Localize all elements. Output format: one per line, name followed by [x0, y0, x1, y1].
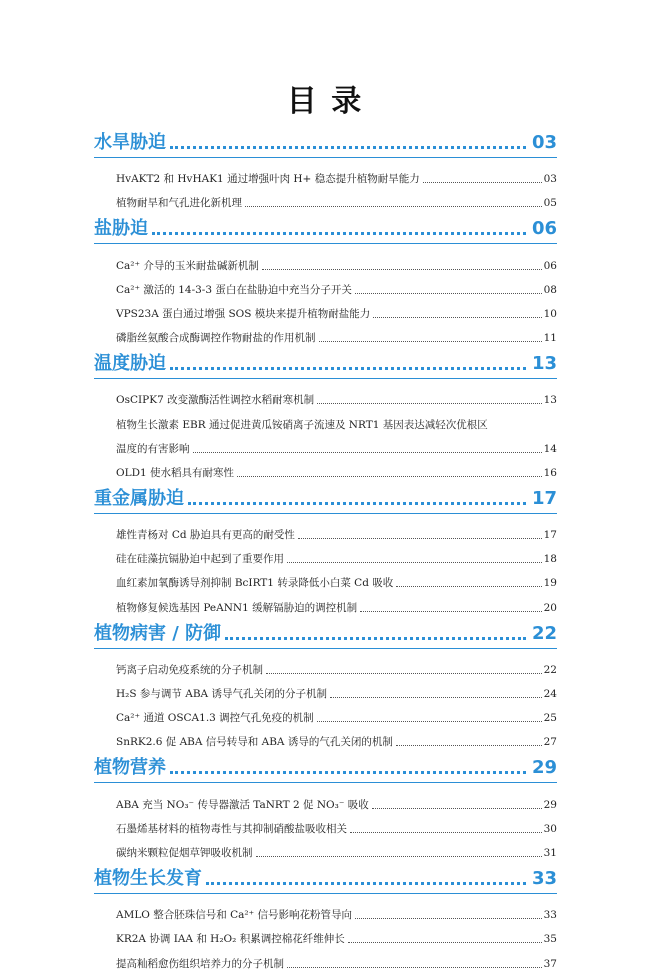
section-page-number: 29 — [531, 757, 557, 779]
entry-page-number: 30 — [543, 822, 557, 835]
entry-page-number: 35 — [543, 933, 557, 946]
toc-section — [94, 860, 557, 971]
section-title: 重金属胁迫 — [94, 487, 184, 509]
toc-entry[interactable] — [116, 297, 557, 321]
dot-leader — [355, 918, 542, 919]
entry-title: AMLO 整合胚珠信号和 Ca²⁺ 信号影响花粉管导向 — [116, 909, 352, 922]
section-divider — [94, 157, 557, 158]
toc-entry[interactable] — [116, 383, 557, 407]
entry-page-number: 16 — [543, 466, 557, 479]
section-title: 水旱胁迫 — [94, 132, 166, 153]
entry-title: 磷脂丝氨酸合成酶调控作物耐盐的作用机制 — [116, 332, 316, 345]
entry-page-number: 33 — [543, 909, 557, 922]
entry-page-number: 18 — [543, 553, 557, 566]
entry-page-number: 25 — [543, 712, 557, 725]
section-page-number: 03 — [531, 132, 557, 153]
section-page-number: 13 — [531, 353, 557, 375]
dot-leader — [266, 673, 542, 674]
dot-leader — [317, 403, 542, 404]
entry-title: Ca²⁺ 激活的 14-3-3 蛋白在盐胁迫中充当分子开关 — [116, 283, 352, 296]
dot-leader — [396, 586, 541, 587]
entry-page-number: 03 — [543, 173, 557, 186]
entry-page-number: 27 — [543, 736, 557, 749]
entry-list — [94, 518, 557, 615]
toc-entry[interactable] — [116, 922, 557, 946]
dot-leader — [355, 293, 542, 294]
entry-list — [94, 162, 557, 210]
page-title: 目 录 — [286, 84, 364, 119]
entry-page-number: 19 — [543, 577, 557, 590]
entry-page-number: 22 — [543, 663, 557, 676]
section-title: 盐胁迫 — [94, 218, 148, 240]
toc-entry[interactable] — [116, 566, 557, 590]
entry-title: 钙离子启动免疫系统的分子机制 — [116, 663, 263, 676]
entry-title: 硅在硅藻抗镉胁迫中起到了重要作用 — [116, 553, 284, 566]
toc-section — [94, 345, 557, 480]
entry-list — [94, 383, 557, 480]
dot-leader — [330, 697, 542, 698]
entry-page-number: 20 — [543, 601, 557, 614]
toc-section — [94, 749, 557, 860]
dot-leader — [319, 341, 542, 342]
entry-page-number: 31 — [543, 846, 557, 859]
dot-leader — [170, 146, 526, 149]
entry-title: 石墨烯基材料的植物毒性与其抑制硝酸盐吸收相关 — [116, 822, 347, 835]
section-heading[interactable] — [94, 615, 557, 645]
section-divider — [94, 378, 557, 379]
entry-list — [94, 653, 557, 750]
toc-entry[interactable] — [116, 432, 557, 456]
dot-leader — [373, 317, 541, 318]
entry-page-number: 17 — [543, 529, 557, 542]
dot-leader — [256, 856, 542, 857]
toc-entry[interactable] — [116, 186, 557, 210]
toc-entry[interactable] — [116, 836, 557, 860]
entry-title: 提高籼稻愈伤组织培养力的分子机制 — [116, 957, 284, 970]
dot-leader — [188, 502, 526, 505]
section-heading[interactable] — [94, 749, 557, 779]
entry-page-number: 37 — [543, 957, 557, 970]
dot-leader — [396, 745, 542, 746]
toc-section — [94, 210, 557, 345]
dot-leader — [152, 232, 526, 235]
entry-list — [94, 248, 557, 345]
dot-leader — [372, 808, 542, 809]
entry-page-number: 11 — [543, 332, 557, 345]
entry-page-number: 05 — [543, 197, 557, 210]
entry-title: 碳纳米颗粒促烟草钾吸收机制 — [116, 846, 253, 859]
section-heading[interactable] — [94, 860, 557, 890]
dot-leader — [206, 882, 526, 885]
dot-leader — [170, 367, 526, 370]
dot-leader — [237, 476, 542, 477]
toc-section — [94, 124, 557, 210]
section-title: 植物营养 — [94, 757, 166, 779]
entry-title: KR2A 协调 IAA 和 H₂O₂ 积累调控棉花纤维伸长 — [116, 933, 345, 946]
dot-leader — [298, 538, 542, 539]
dot-leader — [225, 637, 526, 640]
toc-entry[interactable] — [116, 946, 557, 970]
toc-entry[interactable] — [116, 725, 557, 749]
dot-leader — [360, 611, 542, 612]
toc-entry[interactable] — [116, 701, 557, 725]
toc-entry[interactable] — [116, 898, 557, 922]
toc-entry[interactable] — [116, 677, 557, 701]
toc-entry[interactable] — [116, 248, 557, 272]
dot-leader — [245, 206, 542, 207]
dot-leader — [350, 832, 542, 833]
toc-entry[interactable] — [116, 787, 557, 811]
entry-title: OLD1 使水稻具有耐寒性 — [116, 466, 235, 479]
entry-title: 植物耐旱和气孔进化新机理 — [116, 197, 242, 210]
section-page-number: 33 — [531, 867, 557, 889]
section-title: 温度胁迫 — [94, 353, 166, 375]
entry-title: SnRK2.6 促 ABA 信号转导和 ABA 诱导的气孔关闭的机制 — [116, 736, 393, 749]
section-title: 植物生长发育 — [94, 867, 202, 889]
dot-leader — [423, 182, 542, 183]
dot-leader — [287, 967, 542, 968]
entry-page-number: 10 — [543, 307, 557, 320]
section-heading[interactable] — [94, 480, 557, 510]
toc-entry[interactable] — [116, 812, 557, 836]
entry-page-number: 08 — [543, 283, 557, 296]
entry-list — [94, 787, 557, 860]
entry-page-number: 13 — [543, 394, 557, 407]
entry-title: H₂S 参与调节 ABA 诱导气孔关闭的分子机制 — [116, 688, 327, 700]
section-page-number: 22 — [531, 622, 557, 644]
entry-title: 血红素加氧酶诱导剂抑制 BcIRT1 转录降低小白菜 Cd 吸收 — [116, 577, 394, 590]
toc-entry[interactable] — [116, 321, 557, 345]
toc-entry[interactable] — [116, 542, 557, 566]
entry-page-number: 06 — [543, 259, 557, 272]
entry-title: 温度的有害影响 — [116, 442, 190, 455]
dot-leader — [348, 942, 542, 943]
section-divider — [94, 243, 557, 244]
entry-page-number: 29 — [543, 798, 557, 811]
entry-title: ABA 充当 NO₃⁻ 传导器激活 TaNRT 2 促 NO₃⁻ 吸收 — [116, 798, 369, 811]
toc-entry[interactable] — [116, 162, 557, 186]
section-divider — [94, 648, 557, 649]
section-divider — [94, 782, 557, 783]
entry-page-number: 14 — [543, 442, 557, 455]
section-heading[interactable] — [94, 345, 557, 375]
entry-title: 雄性青杨对 Cd 胁迫具有更高的耐受性 — [116, 529, 295, 542]
dot-leader — [262, 269, 542, 270]
entry-title: Ca²⁺ 通道 OSCA1.3 调控气孔免疫的机制 — [116, 712, 314, 725]
entry-title: Ca²⁺ 介导的玉米耐盐碱新机制 — [116, 259, 259, 272]
dot-leader — [170, 771, 526, 774]
section-title: 植物病害 / 防御 — [94, 622, 222, 644]
entry-title: 植物修复候选基因 PeANN1 缓解镉胁迫的调控机制 — [116, 601, 358, 614]
toc-entry[interactable] — [116, 590, 557, 614]
toc-section — [94, 615, 557, 750]
section-heading[interactable] — [94, 124, 557, 154]
toc-entry[interactable] — [116, 518, 557, 542]
section-page-number: 17 — [531, 487, 557, 509]
section-page-number: 06 — [531, 218, 557, 240]
entry-title: OsCIPK7 改变激酶活性调控水稻耐寒机制 — [116, 394, 315, 407]
entry-page-number: 24 — [543, 688, 557, 700]
entry-title: HvAKT2 和 HvHAK1 通过增强叶肉 H+ 稳态提升植物耐旱能力 — [116, 173, 420, 186]
toc-entry[interactable] — [116, 407, 557, 431]
entry-title: VPS23A 蛋白通过增强 SOS 模块来提升植物耐盐能力 — [116, 307, 371, 320]
toc-entry[interactable] — [116, 653, 557, 677]
dot-leader — [193, 452, 542, 453]
entry-title: 植物生长激素 EBR 通过促进黄瓜铵硝离子流速及 NRT1 基因表达减轻次优根区 — [116, 418, 488, 431]
section-divider — [94, 893, 557, 894]
dot-leader — [317, 721, 542, 722]
table-of-contents — [94, 124, 557, 971]
section-divider — [94, 513, 557, 514]
toc-entry[interactable] — [116, 273, 557, 297]
toc-section — [94, 480, 557, 615]
section-heading[interactable] — [94, 210, 557, 240]
dot-leader — [287, 562, 542, 563]
toc-entry[interactable] — [116, 456, 557, 480]
entry-list — [94, 898, 557, 971]
